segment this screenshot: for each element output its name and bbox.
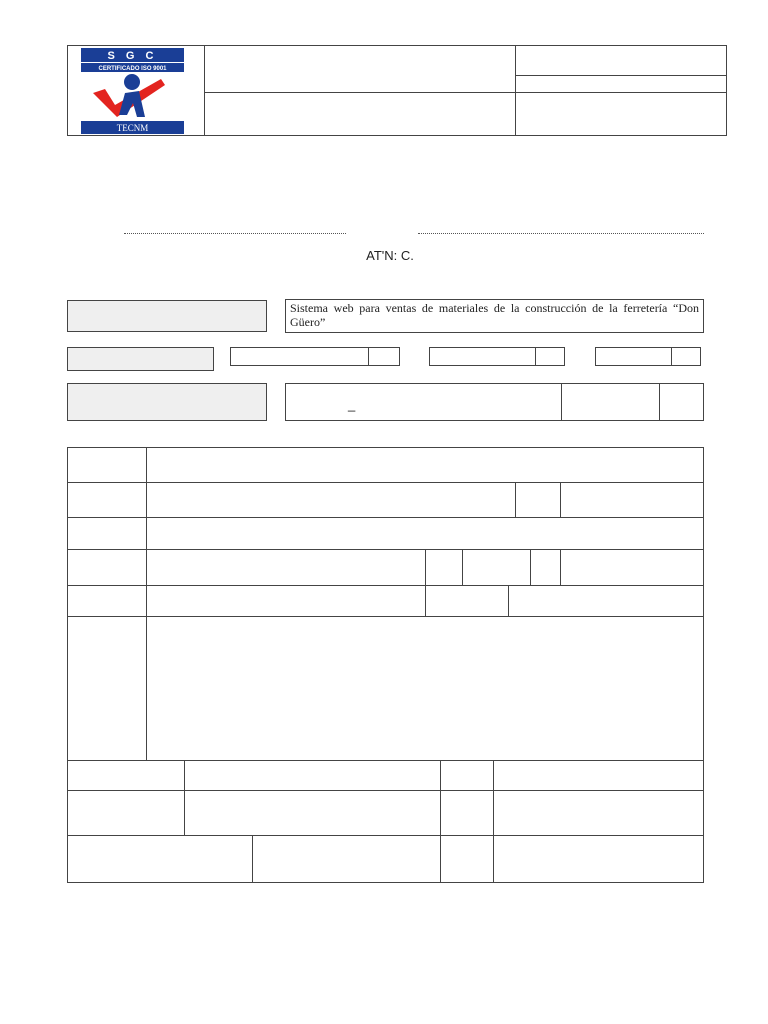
- logo-bottom-text: TECNM: [116, 123, 149, 133]
- row7-vline-a: [184, 760, 185, 835]
- row2-vline-b: [560, 482, 561, 517]
- row9-vline-a: [252, 835, 253, 883]
- main-hline-7: [67, 790, 704, 791]
- period-field-box: [285, 383, 562, 421]
- attention-label: AT'N: C.: [366, 248, 414, 263]
- header-hline-right: [515, 75, 727, 76]
- header-divider-2: [515, 45, 516, 136]
- period-label-box: [67, 383, 267, 421]
- option-3-check: [671, 347, 701, 366]
- option-2-check: [535, 347, 565, 366]
- period-extra-box: [561, 383, 660, 421]
- main-hline-8: [67, 835, 704, 836]
- main-hline-1: [67, 482, 704, 483]
- row5-vline-b: [508, 585, 509, 616]
- logo-top-text: S G C: [107, 50, 158, 62]
- main-hline-5: [67, 616, 704, 617]
- logo-certified-text: CERTIFICADO ISO 9001: [98, 66, 167, 72]
- main-table: [67, 447, 704, 883]
- project-name-box: [285, 299, 704, 333]
- main-hline-3: [67, 549, 704, 550]
- dotted-line-right: [418, 233, 704, 234]
- main-hline-6: [67, 760, 704, 761]
- main-vline-label: [146, 447, 147, 760]
- project-label-box: [67, 300, 267, 332]
- option-1-field: [230, 347, 369, 366]
- row4-vline-a: [425, 549, 426, 585]
- option-1-check: [368, 347, 400, 366]
- row5-vline-a: [425, 585, 426, 616]
- main-hline-2: [67, 517, 704, 518]
- option-3-field: [595, 347, 672, 366]
- header-hline-middle: [204, 92, 727, 93]
- dotted-line-left: [124, 233, 346, 234]
- main-hline-4: [67, 585, 704, 586]
- header-divider-1: [204, 45, 205, 136]
- project-name: Sistema web para ventas de materiales de la construcción de la ferretería “Don Güero”: [290, 301, 699, 329]
- row7-vline-b: [440, 760, 441, 883]
- row7-vline-c: [493, 760, 494, 883]
- option-label-box: [67, 347, 214, 371]
- dash-mark: _: [348, 397, 356, 412]
- row4-vline-c: [530, 549, 531, 585]
- row2-vline-a: [515, 482, 516, 517]
- period-check-box: [659, 383, 704, 421]
- row4-vline-d: [560, 549, 561, 585]
- row4-vline-b: [462, 549, 463, 585]
- option-2-field: [429, 347, 536, 366]
- sgc-logo: [79, 47, 186, 135]
